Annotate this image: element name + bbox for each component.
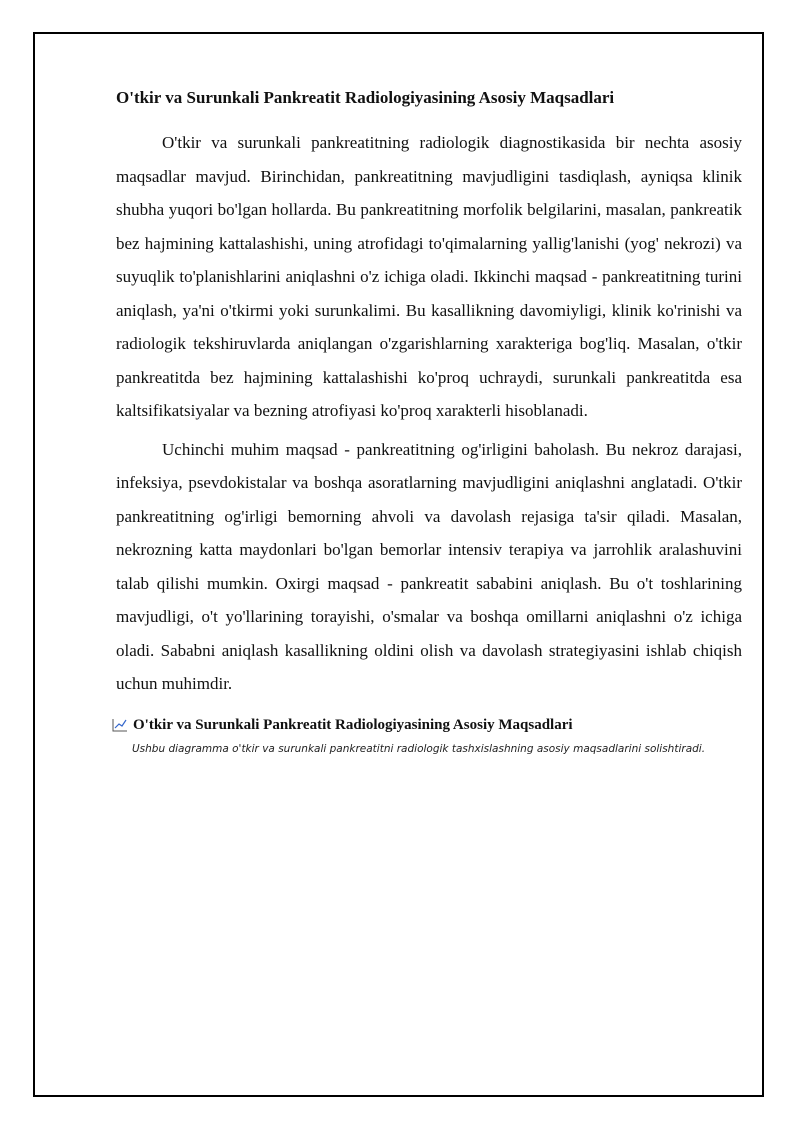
chart-line-icon <box>112 718 128 732</box>
document-body <box>116 86 742 755</box>
paragraph-2: Uchinchi muhim maqsad - pankreatitning og'irligini baholash. Bu nekroz darajasi, infeksiya, psevdokistalar va boshqa asoratlarning mavjudligini aniqlashni anglatadi. O'tkir pankreatitning og'irligi bemorning ahvoli va davolash rejasiga ta'sir qiladi. Masalan, nekrozning katta maydonlari bo'lgan bemorlar intensiv terapiya va jarrohlik aralashuvini talab qilishi mumkin. Oxirgi maqsad - pankreatit sababini aniqlash. Bu o't toshlarining mavjudligi, o't yo'llarining torayishi, o'smalar va boshqa omillarni aniqlashni o'z ichiga oladi. Sababni aniqlash kasallikning oldini olish va davolash strategiyasini ishlab chiqish uchun muhimdir. <box>116 439 742 693</box>
paragraph-1: O'tkir va surunkali pankreatitning radiologik diagnostikasida bir nechta asosiy maqsadlar mavjud. Birinchidan, pankreatitning mavjudligini tasdiqlash, ayniqsa klinik shubha yuqori bo'lgan hollarda. Bu pankreatitning morfolik belgilarini, masalan, pankreatik bez hajmining kattalashishi, uning atrofidagi to'qimalarning yallig'lanishi (yog' nekrozi) va suyuqlik to'planishlarini aniqlashni o'z ichiga oladi. Ikkinchi maqsad - pankreatitning turini aniqlash, ya'ni o'tkirmi yoki surunkalimi. Bu kasallikning davomiyligi, klinik ko'rinishi va radiologik tekshiruvlarda aniqlangan o'zgarishlarning xarakteriga bog'liq. Masalan, o'tkir pankreatitda bez hajmining kattalashishi ko'proq uchraydi, surunkali pankreatitda esa kaltsifikatsiyalar va bezning atrofiyasi ko'proq xarakterli hisoblanadi. <box>116 133 742 420</box>
section-heading: O'tkir va Surunkali Pankreatit Radiologiyasining Asosiy Maqsadlari <box>116 88 615 107</box>
chart-title: O'tkir va Surunkali Pankreatit Radiologiyasining Asosiy Maqsadlari <box>133 716 573 733</box>
chart-caption: Ushbu diagramma o'tkir va surunkali pankreatitni radiologik tashxislashning asosiy maqsadlarini solishtiradi. <box>132 742 706 755</box>
chart-title-row <box>112 715 742 735</box>
